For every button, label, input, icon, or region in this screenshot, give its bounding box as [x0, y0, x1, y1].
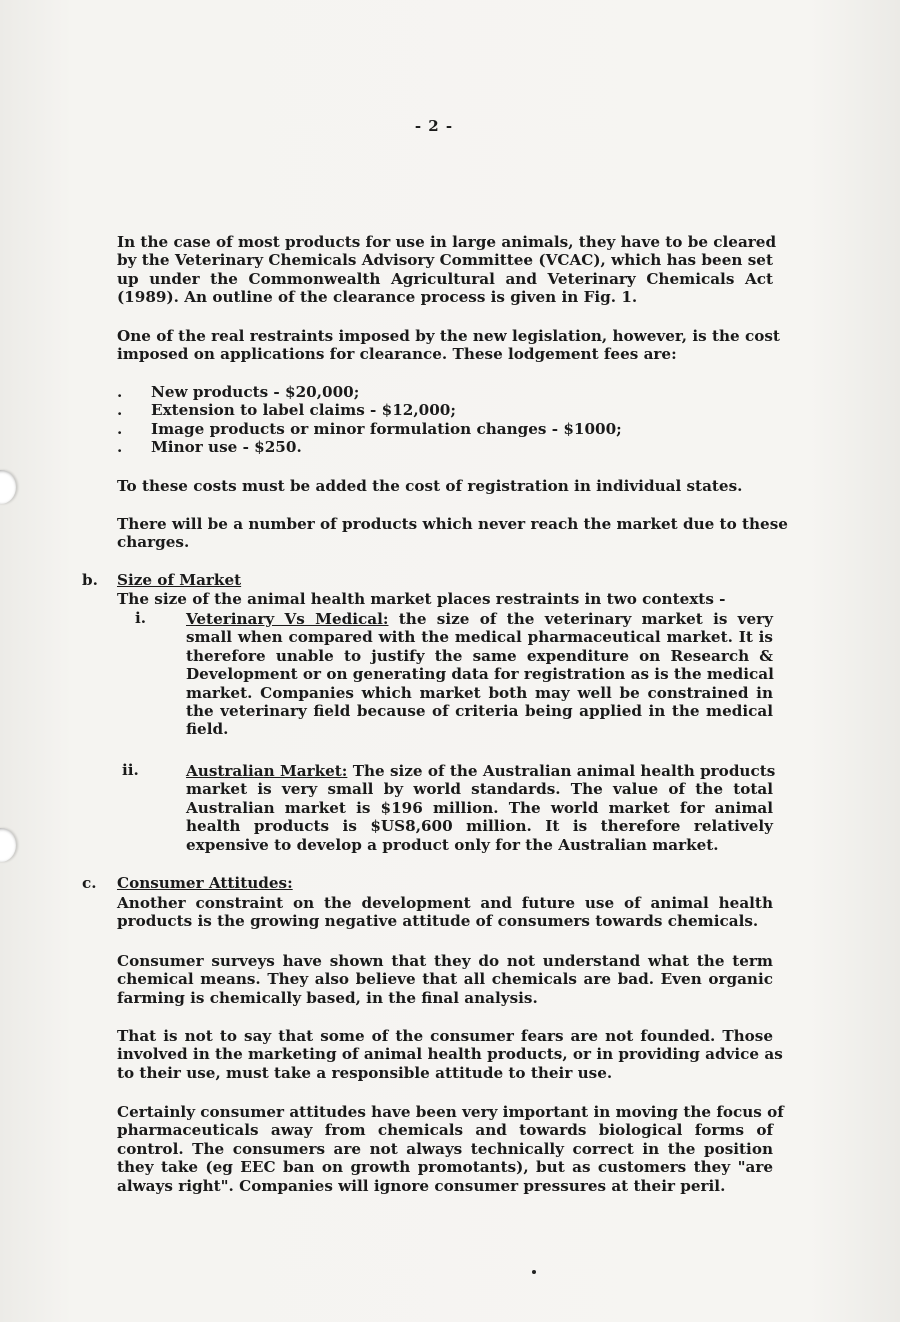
- text-line: health products is $US8,600 million. It is therefore relatively: [186, 817, 773, 836]
- ink-speck: [532, 1270, 536, 1274]
- item-first-line: The size of the Australian animal health products: [347, 762, 776, 780]
- text-line: One of the real restraints imposed by the new legislation, however, is the cost: [117, 327, 780, 345]
- text-line: the veterinary field because of criteria being applied in the medical: [186, 702, 773, 721]
- text-line: (1989). An outline of the clearance process is given in Fig. 1.: [117, 288, 638, 307]
- text-line: up under the Commonwealth Agricultural and Veterinary Chemicals Act: [117, 269, 773, 288]
- fee-text: Image products or minor formulation changes - $1000;: [151, 420, 622, 438]
- item-veterinary-vs-medical: [186, 610, 773, 739]
- text-line: pharmaceuticals away from chemicals and towards biological forms of: [117, 1121, 773, 1140]
- text-line: Consumer surveys have shown that they do not understand what the term: [117, 952, 773, 970]
- bullet-dot: .: [117, 420, 123, 438]
- text-line: [186, 610, 773, 628]
- text-line: field.: [186, 720, 229, 739]
- text-line: farming is chemically based, in the final analysis.: [117, 988, 538, 1007]
- text-line: they take (eg EEC ban on growth promotants), but as customers they "are: [117, 1158, 773, 1177]
- fee-text: Minor use - $250.: [151, 438, 302, 456]
- text-line: small when compared with the medical pharmaceutical market. It is: [186, 628, 773, 647]
- text-line: imposed on applications for clearance. These lodgement fees are:: [117, 345, 677, 364]
- paragraph-fees-intro: [117, 327, 780, 364]
- item-title: Australian Market:: [186, 762, 348, 780]
- text-line: The size of the animal health market places restraints in two contexts -: [117, 590, 726, 608]
- punch-hole: [0, 470, 16, 504]
- section-marker-b: b.: [82, 571, 98, 589]
- text-line: by the Veterinary Chemicals Advisory Committee (VCAC), which has been set: [117, 251, 773, 270]
- paragraph-consumer-1: [117, 894, 773, 931]
- text-line: always right". Companies will ignore consumer pressures at their peril.: [117, 1176, 726, 1195]
- punch-hole: [0, 828, 16, 862]
- text-line: market is very small by world standards. The value of the total: [186, 780, 773, 799]
- text-line: market. Companies which market both may well be constrained in: [186, 683, 773, 702]
- text-line: chemical means. They also believe that all chemicals are bad. Even organic: [117, 970, 773, 989]
- section-b-intro: [117, 590, 773, 608]
- bullet-dot: .: [117, 401, 123, 419]
- text-line: Development or on generating data for registration as is the medical: [186, 665, 774, 684]
- item-marker-ii: ii.: [122, 761, 139, 779]
- item-title: Veterinary Vs Medical:: [186, 610, 389, 628]
- item-marker-i: i.: [135, 609, 147, 627]
- paragraph-consumer-3: [117, 1027, 783, 1082]
- bullet-dot: .: [117, 383, 123, 401]
- section-heading-size-of-market: Size of Market: [117, 571, 242, 589]
- page-number: - 2 -: [414, 117, 454, 135]
- text-line: To these costs must be added the cost of registration in individual states.: [117, 477, 743, 495]
- text-line: charges.: [117, 533, 190, 552]
- text-line: products is the growing negative attitude of consumers towards chemicals.: [117, 912, 759, 931]
- text-line: Australian market is $196 million. The world market for animal: [186, 798, 773, 817]
- text-line: In the case of most products for use in large animals, they have to be cleared: [117, 233, 777, 251]
- text-line: involved in the marketing of animal health products, or in providing advice as: [117, 1045, 783, 1064]
- item-australian-market: [186, 762, 776, 854]
- text-line: expensive to develop a product only for the Australian market.: [186, 835, 719, 854]
- text-line: Certainly consumer attitudes have been very important in moving the focus of: [117, 1103, 784, 1121]
- text-line: to their use, must take a responsible attitude to their use.: [117, 1063, 613, 1082]
- paragraph-clearance: [117, 233, 777, 307]
- paragraph-consumer-4: [117, 1103, 784, 1195]
- text-line: control. The consumers are not always technically correct in the position: [117, 1139, 773, 1158]
- fee-text: New products - $20,000;: [151, 383, 360, 401]
- paragraph-consumer-2: [117, 952, 773, 1007]
- text-line: There will be a number of products which never reach the market due to these: [117, 515, 788, 533]
- fee-text: Extension to label claims - $12,000;: [151, 401, 456, 419]
- text-line: Another constraint on the development and future use of animal health: [117, 894, 773, 912]
- section-marker-c: c.: [82, 874, 97, 892]
- text-line: therefore unable to justify the same expenditure on Research &: [186, 646, 773, 665]
- item-first-line: the size of the veterinary market is very: [388, 610, 774, 628]
- bullet-dot: .: [117, 438, 123, 456]
- text-line: [186, 762, 776, 780]
- paragraph-registration: [117, 477, 773, 495]
- paragraph-charges: [117, 515, 788, 552]
- section-heading-consumer-attitudes: Consumer Attitudes:: [117, 874, 293, 892]
- text-line: That is not to say that some of the consumer fears are not founded. Those: [117, 1027, 773, 1045]
